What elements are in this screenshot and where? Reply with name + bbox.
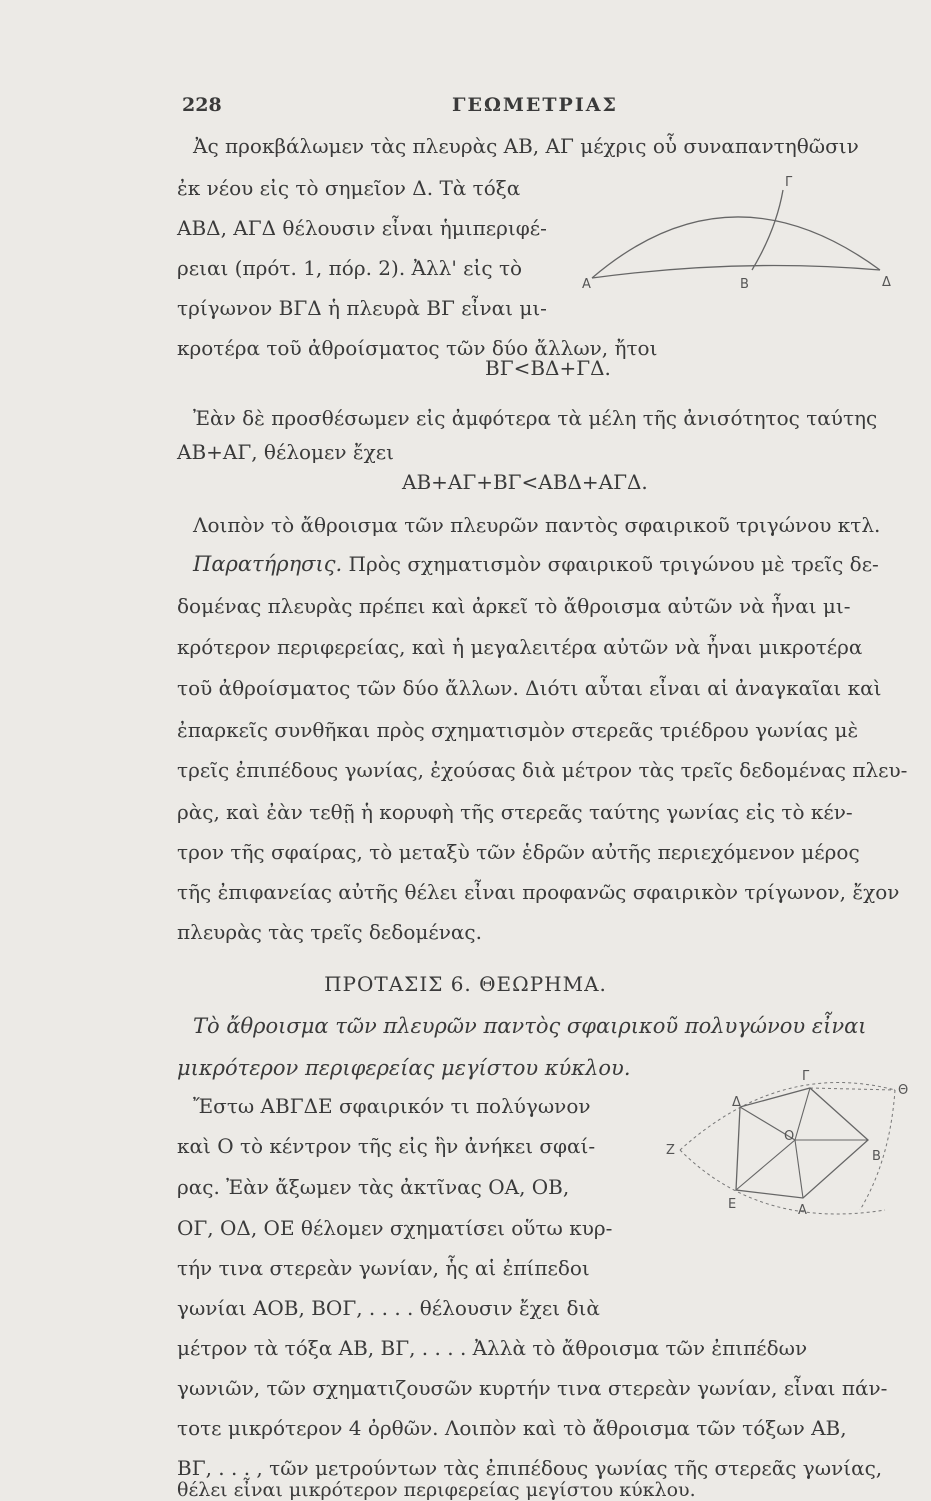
text-line: τρεῖς ἐπιπέδους γωνίας, ἐχούσας διὰ μέτρον τὰς τρεῖς δεδομένας πλευ- [177, 758, 908, 782]
text-line: δομένας πλευρὰς πρέπει καὶ ἀρκεῖ τὸ ἄθροισμα αὐτῶν νὰ ἦναι μι- [177, 594, 851, 618]
fig2-label-epsilon: Ε [728, 1197, 737, 1212]
remark-line: Παρατήρησις. Πρὸς σχηματισμὸν σφαιρικοῦ τριγώνου μὲ τρεῖς δε- [193, 552, 879, 576]
text-line: Ἀς προκβάλωμεν τὰς πλευρὰς ΑΒ, ΑΓ μέχρις οὗ συναπαντηθῶσιν [193, 134, 859, 158]
fig2-label-theta: Θ [898, 1083, 909, 1098]
running-header: ΓΕΩΜΕΤΡΙΑΣ [452, 94, 618, 116]
text-line: τήν τινα στερεὰν γωνίαν, ἧς αἱ ἐπίπεδοι [177, 1256, 590, 1280]
text-line: πλευρὰς τὰς τρεῖς δεδομένας. [177, 920, 482, 944]
text-line: Ἐὰν δὲ προσθέσωμεν εἰς ἀμφότερα τὰ μέλη τῆς ἀνισότητος ταύτης [193, 406, 878, 430]
formula: ΑΒ+ΑΓ+ΒΓ<ΑΒΔ+ΑΓΔ. [402, 470, 648, 494]
spherical-triangle-figure [580, 170, 900, 300]
fig2-label-alpha: Α [798, 1203, 807, 1218]
text-line: κρότερον περιφερείας, καὶ ἡ μεγαλειτέρα αὐτῶν νὰ ἦναι μικροτέρα [177, 635, 863, 659]
text-line: ρας. Ἐὰν ἄξωμεν τὰς ἀκτῖνας ΟΑ, ΟΒ, [177, 1175, 570, 1199]
text-line: γωνίαι ΑΟΒ, ΒΟΓ, . . . . θέλουσιν ἔχει διὰ [177, 1296, 600, 1320]
text-line: ΒΓ, . . . , τῶν μετρούντων τὰς ἐπιπέδους γωνίας τῆς στερεᾶς γωνίας, [177, 1456, 883, 1480]
text-line: τοτε μικρότερον 4 ὀρθῶν. Λοιπὸν καὶ τὸ ἄθροισμα τῶν τόξων ΑΒ, [177, 1416, 847, 1440]
remark-label: Παρατήρησις. [193, 552, 343, 576]
fig1-label-beta: Β [740, 277, 749, 292]
fig1-label-gamma: Γ [785, 175, 793, 190]
theorem-statement: μικρότερον περιφερείας μεγίστου κύκλου. [177, 1056, 631, 1080]
text-line: μέτρον τὰ τόξα ΑΒ, ΒΓ, . . . . Ἀλλὰ τὸ ἄθροισμα τῶν ἐπιπέδων [177, 1336, 808, 1360]
fig2-label-delta: Δ [732, 1095, 741, 1110]
text-line: τοῦ ἀθροίσματος τῶν δύο ἄλλων. Διότι αὗται εἶναι αἱ ἀναγκαῖαι καὶ [177, 676, 882, 700]
text-line: ΑΒΔ, ΑΓΔ θέλουσιν εἶναι ἡμιπεριφέ- [177, 216, 547, 240]
page-number: 228 [182, 94, 222, 116]
spherical-polygon-figure [660, 1069, 920, 1260]
theorem-statement: Τὸ ἄθροισμα τῶν πλευρῶν παντὸς σφαιρικοῦ πολυγώνου εἶναι [193, 1014, 867, 1038]
text-line: ἐκ νέου εἰς τὸ σημεῖον Δ. Τὰ τόξα [177, 176, 521, 200]
text-line: ΟΓ, ΟΔ, ΟΕ θέλομεν σχηματίσει οὕτω κυρ- [177, 1216, 613, 1240]
text-line: τρίγωνον ΒΓΔ ἡ πλευρὰ ΒΓ εἶναι μι- [177, 296, 547, 320]
text-line: Λοιπὸν τὸ ἄθροισμα τῶν πλευρῶν παντὸς σφαιρικοῦ τριγώνου κτλ. [193, 513, 881, 537]
fig1-label-alpha: Α [582, 277, 591, 292]
text-line: ΑΒ+ΑΓ, θέλομεν ἔχει [177, 440, 394, 464]
fig2-label-gamma: Γ [802, 1069, 810, 1084]
fig2-label-omicron: Ο [784, 1129, 795, 1144]
fig2-label-beta: Β [872, 1149, 881, 1164]
text-line: θέλει εἶναι μικρότερον περιφερείας μεγίστου κύκλου. [177, 1479, 696, 1501]
text-line: Ἔστω ΑΒΓΔΕ σφαιρικόν τι πολύγωνον [193, 1094, 591, 1118]
text-line: γωνιῶν, τῶν σχηματιζουσῶν κυρτήν τινα στερεὰν γωνίαν, εἶναι πάν- [177, 1376, 888, 1400]
fig1-label-delta: Δ [882, 275, 891, 290]
text-line: ρὰς, καὶ ἐὰν τεθῇ ἡ κορυφὴ τῆς στερεᾶς ταύτης γωνίας εἰς τὸ κέν- [177, 800, 853, 824]
fig2-label-zeta: Ζ [666, 1143, 675, 1158]
formula: ΒΓ<ΒΔ+ΓΔ. [485, 356, 611, 380]
text-line: κροτέρα τοῦ ἀθροίσματος τῶν δύο ἄλλων, ἤτοι [177, 336, 658, 360]
text-line: τρον τῆς σφαίρας, τὸ μεταξὺ τῶν ἑδρῶν αὐτῆς περιεχόμενον μέρος [177, 840, 860, 864]
text-line: ἐπαρκεῖς συνθῆκαι πρὸς σχηματισμὸν στερεᾶς τριέδρου γωνίας μὲ [177, 718, 859, 742]
text-line: ρειαι (πρότ. 1, πόρ. 2). Ἀλλ' εἰς τὸ [177, 256, 523, 280]
text-line: καὶ Ο τὸ κέντρον τῆς εἰς ἣν ἀνήκει σφαί- [177, 1134, 596, 1158]
text-line: τῆς ἐπιφανείας αὐτῆς θέλει εἶναι προφανῶς σφαιρικὸν τρίγωνον, ἔχον [177, 880, 900, 904]
proposition-heading: ΠΡΟΤΑΣΙΣ 6. ΘΕΩΡΗΜΑ. [324, 972, 607, 996]
